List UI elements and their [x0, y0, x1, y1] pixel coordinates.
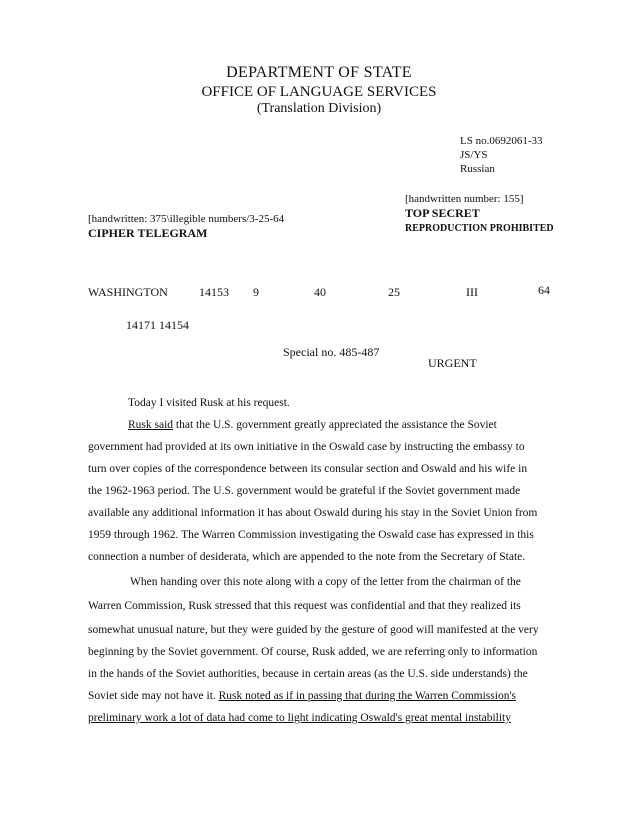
handwritten-number-right: [handwritten number: 155]: [405, 193, 524, 205]
routing-number-4: 25: [388, 285, 400, 299]
paragraph-2-line-1-text: that the U.S. government greatly appreciated the assistance the Soviet: [173, 419, 497, 431]
special-number: Special no. 485-487: [283, 345, 380, 359]
telegram-type: CIPHER TELEGRAM: [88, 226, 208, 240]
routing-number-2: 9: [253, 285, 259, 299]
rusk-said-underlined: Rusk said: [128, 419, 174, 431]
paragraph-3-line-1: When handing over this note along with a copy of the letter from the chairman of the: [130, 576, 521, 588]
routing-number-6: 64: [538, 283, 550, 297]
paragraph-2-line-4: the 1962-1963 period. The U.S. government would be grateful if the Soviet government made: [88, 485, 521, 497]
routing-number-3: 40: [314, 285, 326, 299]
urgent-flag: URGENT: [428, 356, 477, 370]
paragraph-2-line-1: [128, 419, 497, 431]
language: Russian: [460, 163, 495, 175]
routing-city: WASHINGTON: [88, 285, 168, 299]
classification: TOP SECRET: [405, 206, 480, 220]
paragraph-3-line-6: [88, 690, 516, 702]
paragraph-2-line-6: 1959 through 1962. The Warren Commission investigating the Oswald case has expressed in this: [88, 529, 534, 541]
paragraph-3-line-3: somewhat unusual nature, but they were guided by the gesture of good will manifested at the very: [88, 624, 539, 636]
paragraph-3-line-2: Warren Commission, Rusk stressed that this request was confidential and that they realized its: [88, 600, 521, 612]
routing-line-2: 14171 14154: [126, 318, 189, 332]
paragraph-1: Today I visited Rusk at his request.: [128, 397, 290, 409]
initials: JS/YS: [460, 149, 488, 161]
department-title: DEPARTMENT OF STATE: [226, 64, 412, 81]
routing-number-5: III: [466, 285, 478, 299]
paragraph-2-line-2: government had provided at its own initiative in the Oswald case by instructing the embassy to: [88, 441, 525, 453]
reproduction-notice: REPRODUCTION PROHIBITED: [405, 223, 554, 234]
paragraph-3-line-7: preliminary work a lot of data had come to light indicating Oswald's great mental instability: [88, 712, 511, 724]
paragraph-3-line-5: in the hands of the Soviet authorities, because in certain areas (as the U.S. side understands) the: [88, 668, 528, 680]
division-title: (Translation Division): [256, 101, 382, 116]
office-title: OFFICE OF LANGUAGE SERVICES: [201, 84, 437, 100]
paragraph-3-line-6-text: Soviet side may not have it.: [88, 690, 219, 702]
paragraph-2-line-3: turn over copies of the correspondence between its consular section and Oswald and his wife in: [88, 463, 528, 475]
routing-number-1: 14153: [199, 285, 229, 299]
paragraph-2-line-7: connection a number of desiderata, which are appended to the note from the Secretary of State.: [88, 551, 526, 563]
paragraph-3-line-4: beginning by the Soviet government. Of course, Rusk added, we are referring only to information: [88, 646, 538, 658]
ls-number: LS no.0692061-33: [460, 135, 543, 147]
handwritten-note-left: [handwritten: 375\illegible numbers/3-25-64: [88, 213, 285, 225]
rusk-noted-underlined: Rusk noted as if in passing that during the Warren Commission's: [218, 690, 516, 702]
paragraph-2-line-5: available any additional information it has about Oswald during his stay in the Soviet Union from: [88, 507, 538, 519]
